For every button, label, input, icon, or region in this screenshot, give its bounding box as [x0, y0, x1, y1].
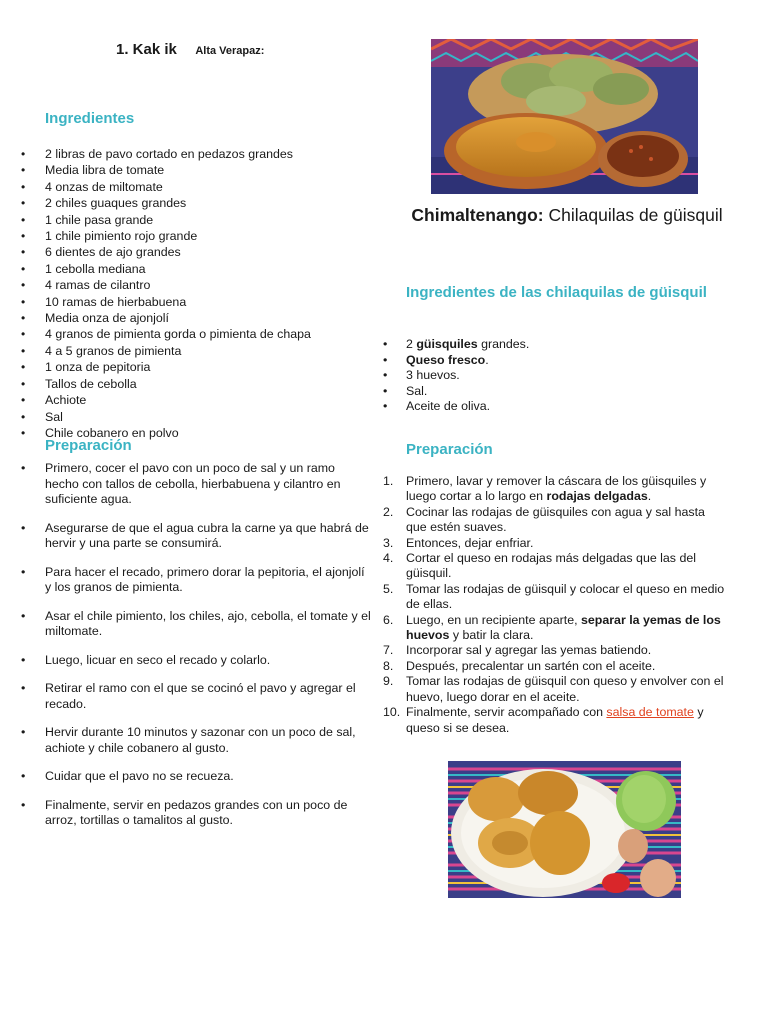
ingredient-item: • Chile cobanero en polvo	[21, 425, 311, 441]
ingredient-item: • 2 chiles guaques grandes	[21, 195, 311, 211]
preparation-step: • Hervir durante 10 minutos y sazonar con un poco de sal, achiote y chile cobanero al gusto.	[21, 725, 371, 756]
ingredient-item: • 2 libras de pavo cortado en pedazos grandes	[21, 146, 311, 162]
text-part: Aceite de oliva.	[406, 399, 491, 413]
recipe1-number-title: 1. Kak ik	[116, 41, 177, 58]
preparation-step: • Retirar el ramo con el que se cocinó el pavo y agregar el recado.	[21, 681, 371, 712]
step-number: 9.	[383, 674, 394, 689]
text-part: 2	[406, 337, 417, 351]
step-number: 3.	[383, 535, 394, 550]
bold-text: güisquiles	[416, 337, 478, 351]
text-part: Finalmente, servir acompañado con	[406, 705, 607, 720]
ingredient-item: • Media libra de tomate	[21, 162, 311, 178]
text-part: Después, precalentar un sartén con el aceite.	[406, 658, 656, 673]
step-number: 1.	[383, 474, 394, 488]
ingredient-item: • Tallos de cebolla	[21, 376, 311, 392]
recipe2-ingredient-item	[383, 368, 529, 384]
step-number: 2.	[383, 504, 394, 519]
ingredient-item: • 10 ramas de hierbabuena	[21, 294, 311, 310]
preparation-step: • Luego, licuar en seco el recado y colarlo.	[21, 653, 371, 669]
text-part: y queso si se desea.	[406, 705, 704, 735]
preparation-step: • Finalmente, servir en pedazos grandes con un poco de arroz, tortillas o tamalitos al gusto.	[21, 798, 371, 829]
recipe2-ingredient-item	[383, 353, 529, 369]
text-part: .	[485, 352, 489, 367]
recipe2-step	[383, 705, 728, 736]
recipe2-ingredients-heading: Ingredientes de las chilaquilas de güisquil	[406, 284, 707, 301]
bold-text: separar la yemas de los huevos	[406, 612, 721, 643]
recipe2-step	[383, 582, 728, 613]
preparation-step: • Para hacer el recado, primero dorar la pepitoria, el ajonjolí y los granos de pimienta.	[21, 565, 371, 596]
step-number: 5.	[383, 581, 394, 596]
recipe2-step	[383, 613, 728, 644]
recipe2-step	[383, 505, 728, 536]
recipe2-step	[383, 551, 728, 582]
ingredients-list	[21, 146, 311, 441]
text-part: Tomar las rodajas de güisquil y colocar el queso en medio de ellas.	[406, 581, 725, 612]
chilaquilas-photo	[448, 761, 681, 898]
recipe2-ingredients-list	[383, 337, 529, 415]
preparation-step: • Asegurarse de que el agua cubra la carne ya que habrá de hervir y una parte se consumirá.	[21, 521, 371, 552]
recipe2-ingredient-item	[383, 337, 529, 353]
text-part: Primero, lavar y remover la cáscara de los güisquiles y luego cortar a lo largo en	[406, 474, 707, 504]
preparation-step: • Primero, cocer el pavo con un poco de sal y un ramo hecho con tallos de cebolla, hierbabuena y cilantro en suficiente agua.	[21, 461, 371, 508]
recipe2-step	[383, 474, 728, 505]
recipe2-ingredient-item	[383, 399, 529, 415]
recipe2-preparation-list	[383, 474, 728, 736]
recipe2-step	[383, 674, 728, 705]
ingredient-item: • 4 a 5 granos de pimienta	[21, 343, 311, 359]
ingredient-item: • 1 chile pasa grande	[21, 212, 311, 228]
ingredient-item: • 4 ramas de cilantro	[21, 277, 311, 293]
ingredient-item: • 4 onzas de miltomate	[21, 179, 311, 195]
ingredients-heading: Ingredientes	[45, 110, 135, 127]
ingredient-item: • 6 dientes de ajo grandes	[21, 244, 311, 260]
text-part: Incorporar sal y agregar las yemas batiendo.	[406, 643, 652, 658]
kak-ik-photo	[431, 39, 698, 194]
ingredient-item: • Media onza de ajonjolí	[21, 310, 311, 326]
text-part: Cocinar las rodajas de güisquiles con agua y sal hasta que estén suaves.	[406, 504, 705, 535]
recipe2-region: Chimaltenango:	[411, 205, 544, 225]
recipe2-ingredient-item	[383, 384, 529, 400]
preparation-step: • Cuidar que el pavo no se recueza.	[21, 769, 371, 785]
ingredient-item: • 4 granos de pimienta gorda o pimienta de chapa	[21, 326, 311, 342]
text-part: Tomar las rodajas de güisquil con queso y envolver con el huevo, luego dorar en el aceite.	[406, 674, 724, 704]
recipe1-region: Alta Verapaz:	[195, 45, 265, 57]
text-part: y batir la clara.	[449, 628, 534, 643]
ingredient-item: • 1 onza de pepitoria	[21, 359, 311, 375]
text-part: grandes.	[477, 337, 530, 351]
recipe2-title	[392, 203, 742, 228]
step-number: 7.	[383, 643, 394, 658]
ingredient-item: • Achiote	[21, 392, 311, 408]
step-number: 10.	[383, 705, 401, 720]
text-part: 3 huevos.	[406, 368, 460, 382]
ingredient-item: • Sal	[21, 409, 311, 425]
recipe2-step	[383, 536, 728, 551]
ingredient-item: • 1 chile pimiento rojo grande	[21, 228, 311, 244]
salsa-link[interactable]: salsa de tomate	[606, 705, 694, 720]
recipe1-title	[116, 41, 264, 59]
ingredient-item: • 1 cebolla mediana	[21, 261, 311, 277]
recipe2-preparation-heading: Preparación	[406, 441, 493, 458]
bold-text: rodajas delgadas	[546, 489, 648, 504]
step-number: 4.	[383, 551, 394, 566]
recipe2-step	[383, 659, 728, 674]
text-part: .	[647, 489, 652, 504]
preparation-step: • Asar el chile pimiento, los chiles, ajo, cebolla, el tomate y el miltomate.	[21, 609, 371, 640]
step-number: 8.	[383, 658, 394, 673]
text-part: Luego, en un recipiente aparte,	[406, 612, 581, 627]
text-part: Sal.	[406, 383, 428, 398]
bold-text: Queso fresco	[406, 352, 486, 367]
text-part: Cortar el queso en rodajas más delgadas que las del güisquil.	[406, 551, 696, 581]
recipe2-dish-name: Chilaquilas de güisquil	[548, 205, 723, 225]
step-number: 6.	[383, 612, 394, 627]
text-part: Entonces, dejar enfriar.	[406, 535, 534, 550]
preparation-list	[21, 461, 371, 842]
recipe2-step	[383, 643, 728, 658]
preparation-heading: Preparación	[45, 437, 132, 454]
